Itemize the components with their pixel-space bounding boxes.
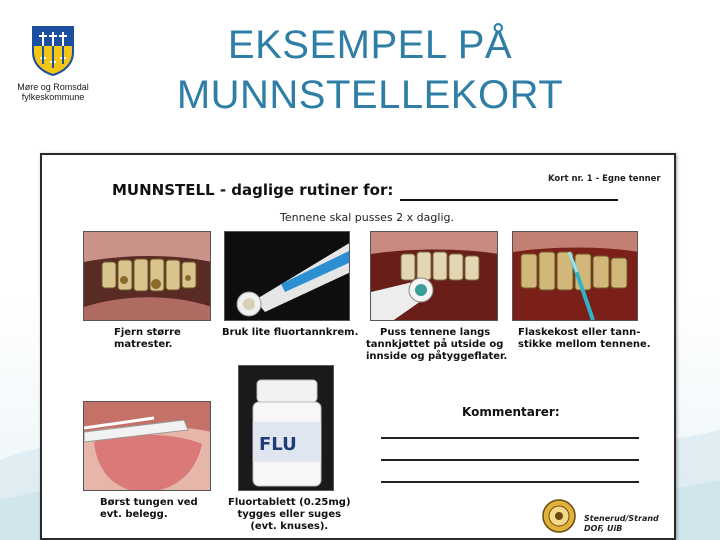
card-subheading: Tennene skal pusses 2 x daglig. xyxy=(280,211,454,224)
footer-line1: Stenerud/Strand xyxy=(584,514,659,523)
caption-line: tygges eller suges xyxy=(237,509,342,520)
caption-line: innside og påtyggeflater. xyxy=(366,351,508,362)
photo-interdental-brush xyxy=(512,231,638,321)
caption-line: Fluortablett (0.25mg) xyxy=(228,497,351,508)
card-reference: Kort nr. 1 - Egne tenner xyxy=(548,174,661,184)
caption-step-4 xyxy=(518,327,651,351)
oral-care-card xyxy=(40,153,676,540)
title-line1: EKSEMPEL PÅ xyxy=(227,23,513,67)
comments-label: Kommentarer: xyxy=(462,405,560,419)
caption-line: evt. belegg. xyxy=(100,509,168,520)
card-heading-underline xyxy=(400,199,618,201)
photo-brushing-gumline xyxy=(370,231,498,321)
caption-line: matrester. xyxy=(114,339,173,350)
comment-line xyxy=(381,481,639,483)
title-line2: MUNNSTELLEKORT xyxy=(176,73,564,117)
caption-step-6 xyxy=(228,497,351,533)
caption-step-5 xyxy=(100,497,198,521)
photo-fluoride-toothpaste xyxy=(224,231,350,321)
caption-line: Puss tennene langs xyxy=(380,327,491,338)
bottle-label: FLU xyxy=(259,434,297,455)
photo-fluoride-tablets xyxy=(238,365,334,491)
caption-line: Fjern større xyxy=(114,327,181,338)
footer-line2: DOF, UiB xyxy=(584,524,623,533)
caption-line: (evt. knuses). xyxy=(250,521,329,532)
card-heading: MUNNSTELL - daglige rutiner for: xyxy=(112,181,394,199)
caption-step-3 xyxy=(366,327,507,363)
logo-text-line2: fylkeskommune xyxy=(21,92,85,102)
caption-line: Flaskekost eller tann- xyxy=(518,327,641,338)
caption-step-2 xyxy=(222,327,358,339)
page-title xyxy=(150,20,590,120)
university-seal-icon xyxy=(542,499,576,533)
card-footer xyxy=(584,514,659,534)
logo xyxy=(8,24,98,102)
logo-text-line1: Møre og Romsdal xyxy=(17,82,89,92)
caption-line: stikke mellom tennene. xyxy=(518,339,651,350)
comment-line xyxy=(381,459,639,461)
photo-tongue-brushing xyxy=(83,401,211,491)
comment-line xyxy=(381,437,639,439)
caption-line: tannkjøttet på utside og xyxy=(366,339,504,350)
county-shield-icon xyxy=(30,24,76,76)
photo-remove-food xyxy=(83,231,211,321)
caption-line: Bruk lite fluortannkrem. xyxy=(222,327,359,338)
caption-line: Børst tungen ved xyxy=(100,497,198,508)
caption-step-1 xyxy=(114,327,181,351)
